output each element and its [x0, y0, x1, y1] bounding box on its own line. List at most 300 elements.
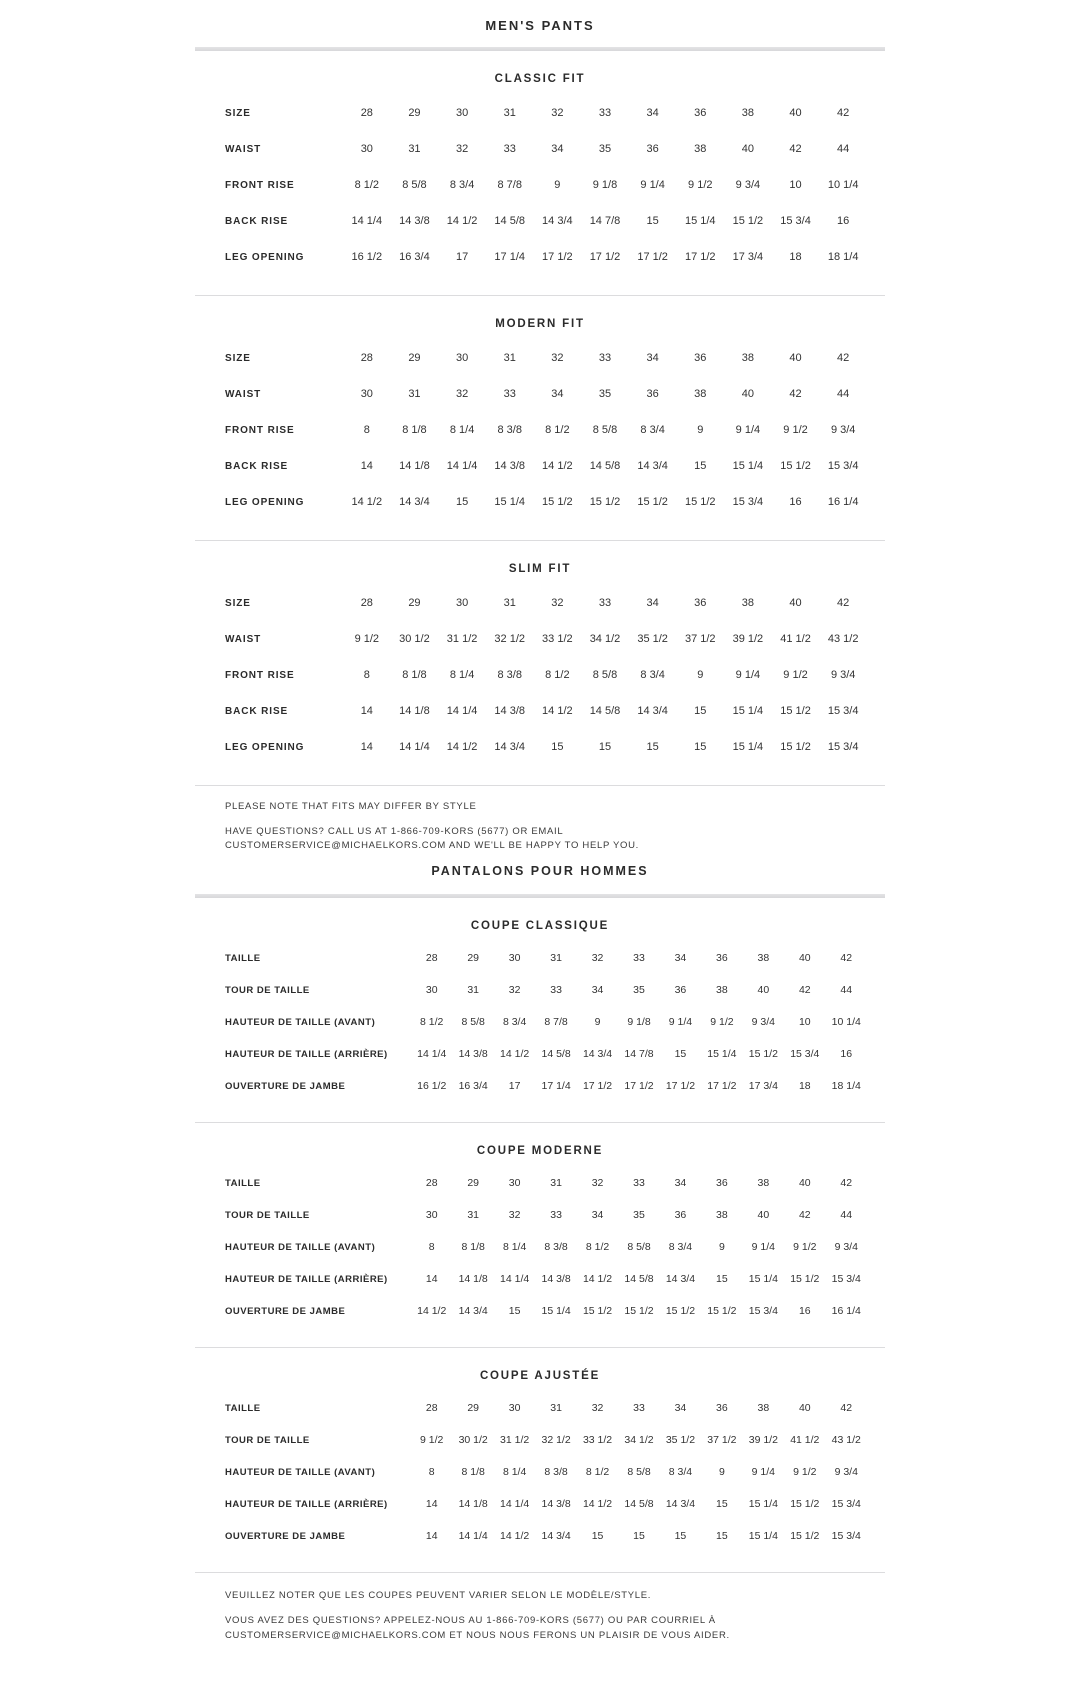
fit-note-fr: VEUILLEZ NOTER QUE LES COUPES PEUVENT VARIER SELON LE MODÈLE/STYLE.: [225, 1590, 652, 1602]
cell-value: 36: [646, 143, 659, 155]
cell-value: 29: [408, 597, 421, 609]
cell-value: 38: [757, 1177, 770, 1190]
cell-value: 15 1/4: [748, 1498, 778, 1511]
cell-value: 15: [694, 741, 707, 753]
cell-value: 14 3/4: [458, 1305, 488, 1318]
cell-value: 32 1/2: [541, 1434, 571, 1447]
cell-value: 17 1/2: [542, 251, 573, 263]
section-heading-coupe-classique: COUPE CLASSIQUE: [470, 920, 610, 933]
cell-value: 15 1/4: [732, 705, 764, 717]
cell-value: 40: [741, 388, 755, 400]
cell-value: 15: [508, 1305, 521, 1318]
cell-value: 28: [425, 1402, 438, 1415]
cell-value: 15 1/4: [748, 1273, 778, 1286]
cell-value: 14: [425, 1273, 438, 1286]
cell-value: 15: [598, 741, 612, 753]
cell-value: 15 1/2: [637, 496, 668, 508]
cell-value: 9 1/2: [710, 1016, 734, 1029]
cell-value: 10: [789, 179, 802, 191]
cell-value: 8 3/8: [544, 1241, 568, 1254]
cell-value: 41 1/2: [780, 633, 811, 645]
row-label: HAUTEUR DE TAILLE (AVANT): [225, 1016, 376, 1028]
cell-value: 14 3/8: [494, 460, 526, 472]
size-table-section-coupe-moderne: [195, 1145, 885, 1348]
cell-value: 34: [646, 352, 659, 364]
row-label: HAUTEUR DE TAILLE (ARRIÈRE): [225, 1048, 388, 1060]
cell-value: 31: [503, 597, 516, 609]
cell-value: 15 1/2: [582, 1305, 613, 1318]
cell-value: 43 1/2: [827, 633, 859, 645]
cell-value: 8 5/8: [627, 1466, 651, 1479]
cell-value: 8 1/2: [545, 424, 570, 436]
cell-value: 14 5/8: [589, 460, 621, 472]
cell-value: 14 1/4: [446, 460, 478, 472]
cell-value: 30: [360, 388, 373, 400]
cell-value: 14 1/8: [458, 1498, 488, 1511]
table-row: [225, 376, 867, 412]
cell-value: 14: [360, 705, 373, 717]
cell-value: 35: [633, 1209, 645, 1222]
row-label: LEG OPENING: [225, 251, 305, 263]
cell-value: 33 1/2: [582, 1434, 613, 1447]
cell-value: 15 3/4: [748, 1305, 778, 1318]
cell-value: 8 3/4: [502, 1016, 527, 1029]
cell-value: 15 1/2: [790, 1498, 820, 1511]
cell-value: 34: [591, 984, 604, 997]
cell-value: 37 1/2: [707, 1434, 737, 1447]
cell-value: 15 1/2: [707, 1305, 737, 1318]
cell-value: 31 1/2: [500, 1434, 530, 1447]
cell-value: 14 1/4: [500, 1498, 530, 1511]
cell-value: 14 3/8: [494, 705, 526, 717]
cell-value: 14 3/8: [541, 1498, 571, 1511]
cell-value: 14 1/2: [542, 460, 573, 472]
cell-value: 17 1/2: [707, 1080, 737, 1093]
cell-value: 42: [837, 352, 850, 364]
section-heading-coupe-moderne: COUPE MODERNE: [476, 1145, 604, 1158]
fit-note-en: PLEASE NOTE THAT FITS MAY DIFFER BY STYLE: [225, 801, 477, 812]
cell-value: 39 1/2: [748, 1434, 778, 1447]
cell-value: 15 1/2: [790, 1530, 820, 1543]
page-title-en: MEN'S PANTS: [485, 18, 595, 33]
cell-value: 9 3/4: [735, 179, 761, 191]
cell-value: 9: [718, 1241, 725, 1254]
row-label: HAUTEUR DE TAILLE (ARRIÈRE): [225, 1498, 388, 1510]
cell-value: 14 1/2: [446, 215, 478, 227]
cell-value: 14 1/8: [399, 460, 430, 472]
row-label: FRONT RISE: [225, 669, 295, 681]
cell-value: 15 3/4: [827, 741, 859, 753]
table-row: [225, 1456, 867, 1488]
cell-value: 40: [798, 1402, 811, 1415]
table-row: [225, 1488, 867, 1520]
cell-value: 28: [425, 952, 438, 965]
cell-value: 17 3/4: [732, 251, 764, 263]
cell-value: 15 3/4: [790, 1048, 820, 1061]
cell-value: 14 3/8: [458, 1048, 488, 1061]
section-heading-slim-fit: SLIM FIT: [508, 563, 572, 575]
cell-value: 14 3/4: [665, 1273, 696, 1286]
table-row: [225, 412, 867, 448]
cell-value: 8 1/2: [420, 1016, 444, 1029]
cell-value: 15: [716, 1498, 728, 1511]
cell-value: 14 3/4: [542, 215, 573, 227]
cell-value: 31: [408, 388, 421, 400]
cell-value: 36: [674, 984, 687, 997]
cell-value: 36: [646, 388, 659, 400]
cell-value: 14 1/2: [446, 741, 478, 753]
table-row: [225, 1070, 867, 1102]
table-row: [225, 1520, 867, 1552]
table-row: [225, 974, 867, 1006]
cell-value: 10 1/4: [827, 179, 859, 191]
cell-value: 17 1/2: [665, 1080, 696, 1093]
cell-value: 8 3/8: [497, 424, 522, 436]
cell-value: 15 3/4: [780, 215, 811, 227]
cell-value: 9 1/4: [668, 1016, 693, 1029]
cell-value: 15 1/4: [541, 1305, 571, 1318]
cell-value: 14 3/4: [399, 496, 430, 508]
cell-value: 14 1/4: [351, 215, 383, 227]
table-row: [225, 1295, 867, 1327]
size-guide-sheet: [195, 0, 885, 1693]
cell-value: 9 3/4: [830, 424, 856, 436]
cell-value: 30: [360, 143, 373, 155]
cell-value: 15: [551, 741, 564, 753]
cell-value: 14: [360, 460, 373, 472]
cell-value: 30 1/2: [399, 633, 430, 645]
cell-value: 8 1/4: [502, 1466, 527, 1479]
cell-value: 9 1/4: [751, 1241, 776, 1254]
cell-value: 8 5/8: [461, 1016, 485, 1029]
cell-value: 31: [550, 1177, 562, 1190]
cell-value: 42: [798, 984, 811, 997]
cell-value: 15 1/2: [665, 1305, 696, 1318]
cell-value: 14 1/2: [500, 1048, 530, 1061]
cell-value: 33 1/2: [542, 633, 573, 645]
divider-thick-top: [195, 47, 885, 51]
cell-value: 38: [694, 143, 707, 155]
cell-value: 33: [550, 984, 562, 997]
table-row: [225, 340, 867, 376]
row-label: OUVERTURE DE JAMBE: [225, 1080, 346, 1092]
cell-value: 40: [757, 1209, 770, 1222]
table-row: [225, 167, 867, 203]
table-row: [225, 657, 867, 693]
cell-value: 16: [798, 1305, 811, 1318]
cell-value: 18 1/4: [827, 251, 859, 263]
cell-value: 33: [633, 1177, 645, 1190]
cell-value: 8 5/8: [402, 179, 427, 191]
table-row: [225, 95, 867, 131]
cell-value: 15 1/2: [684, 496, 716, 508]
cell-value: 40: [741, 143, 755, 155]
cell-value: 30: [425, 1209, 438, 1222]
cell-value: 15: [646, 741, 659, 753]
cell-value: 38: [694, 388, 707, 400]
cell-value: 9 1/2: [783, 669, 808, 681]
cell-value: 8 1/2: [585, 1466, 610, 1479]
row-label: TOUR DE TAILLE: [225, 1209, 310, 1221]
cell-value: 14 1/2: [582, 1498, 613, 1511]
row-label: HAUTEUR DE TAILLE (AVANT): [225, 1466, 376, 1478]
cell-value: 32: [591, 1177, 604, 1190]
row-label: BACK RISE: [225, 705, 289, 717]
cell-value: 14 3/4: [541, 1530, 571, 1543]
cell-value: 34: [646, 107, 659, 119]
row-label: FRONT RISE: [225, 424, 295, 436]
row-label: WAIST: [225, 388, 262, 400]
row-label: OUVERTURE DE JAMBE: [225, 1530, 346, 1542]
size-table-section-classic-fit: [195, 73, 885, 296]
cell-value: 15 1/2: [542, 496, 573, 508]
cell-value: 8 3/8: [544, 1466, 568, 1479]
cell-value: 31 1/2: [446, 633, 478, 645]
cell-value: 17 1/2: [684, 251, 716, 263]
table-row: [225, 131, 867, 167]
cell-value: 15: [716, 1273, 728, 1286]
cell-value: 17 1/4: [494, 251, 526, 263]
cell-value: 8: [428, 1241, 435, 1254]
cell-value: 15 1/2: [790, 1273, 820, 1286]
cell-value: 38: [741, 597, 755, 609]
cell-value: 17 1/2: [637, 251, 668, 263]
cell-value: 34: [674, 952, 687, 965]
row-label: BACK RISE: [225, 215, 289, 227]
row-label: TAILLE: [225, 1177, 261, 1189]
table-row: [225, 1263, 867, 1295]
table-row: [225, 585, 867, 621]
cell-value: 14 1/4: [417, 1048, 447, 1061]
cell-value: 40: [789, 107, 802, 119]
cell-value: 16 1/4: [827, 496, 859, 508]
cell-value: 9 1/4: [735, 669, 761, 681]
cell-value: 14 3/4: [637, 705, 668, 717]
cell-value: 17 1/2: [624, 1080, 654, 1093]
cell-value: 16 1/2: [351, 251, 383, 263]
cell-value: 8 1/8: [461, 1466, 485, 1479]
table-row: [225, 621, 867, 657]
cell-value: 36: [716, 1402, 728, 1415]
cell-value: 34: [551, 388, 564, 400]
cell-value: 16 1/4: [831, 1305, 861, 1318]
cell-value: 17: [455, 251, 469, 263]
cell-value: 32: [455, 143, 469, 155]
cell-value: 9: [594, 1016, 601, 1029]
cell-value: 8 1/8: [402, 669, 427, 681]
cell-value: 9 1/2: [793, 1466, 817, 1479]
cell-value: 15 3/4: [732, 496, 764, 508]
cell-value: 14 3/8: [541, 1273, 571, 1286]
cell-value: 16 3/4: [399, 251, 430, 263]
notes-english: [195, 786, 885, 854]
size-table-slim-fit: [195, 585, 885, 765]
notes-french: [195, 1573, 885, 1693]
cell-value: 36: [674, 1209, 687, 1222]
cell-value: 32 1/2: [494, 633, 526, 645]
cell-value: 33: [598, 352, 612, 364]
row-label: TOUR DE TAILLE: [225, 984, 310, 996]
cell-value: 14 1/8: [458, 1273, 488, 1286]
cell-value: 8 3/4: [449, 179, 475, 191]
cell-value: 15: [646, 215, 659, 227]
cell-value: 15 1/4: [494, 496, 526, 508]
cell-value: 34: [646, 597, 659, 609]
cell-value: 14 5/8: [624, 1273, 654, 1286]
cell-value: 32: [591, 952, 604, 965]
section-heading-classic-fit: CLASSIC FIT: [494, 73, 586, 85]
cell-value: 34 1/2: [589, 633, 621, 645]
cell-value: 35: [633, 984, 645, 997]
row-label: WAIST: [225, 633, 262, 645]
table-row: [225, 203, 867, 239]
cell-value: 44: [840, 1209, 853, 1222]
cell-value: 40: [789, 597, 802, 609]
row-label: LEG OPENING: [225, 496, 305, 508]
table-row: [225, 942, 867, 974]
cell-value: 15 1/2: [624, 1305, 654, 1318]
cell-value: 14 1/2: [542, 705, 573, 717]
row-label: WAIST: [225, 143, 262, 155]
cell-value: 15 1/2: [732, 215, 764, 227]
cell-value: 40: [789, 352, 802, 364]
cell-value: 41 1/2: [790, 1434, 820, 1447]
cell-value: 35 1/2: [665, 1434, 696, 1447]
table-row: [225, 1392, 867, 1424]
cell-value: 36: [716, 1177, 728, 1190]
table-row: [225, 1199, 867, 1231]
cell-value: 36: [694, 597, 707, 609]
cell-value: 15 1/2: [589, 496, 621, 508]
table-row: [225, 484, 867, 520]
cell-value: 9 3/4: [830, 669, 856, 681]
cell-value: 42: [840, 1177, 853, 1190]
cell-value: 15 3/4: [831, 1273, 861, 1286]
cell-value: 14 1/2: [582, 1273, 613, 1286]
cell-value: 8 3/4: [668, 1241, 693, 1254]
cell-value: 9: [697, 424, 704, 436]
cell-value: 33: [503, 143, 516, 155]
cell-value: 34: [674, 1177, 687, 1190]
cell-value: 44: [840, 984, 853, 997]
cell-value: 38: [757, 1402, 770, 1415]
cell-value: 31: [467, 1209, 480, 1222]
cell-value: 33: [633, 952, 645, 965]
cell-value: 18: [789, 251, 802, 263]
row-label: HAUTEUR DE TAILLE (ARRIÈRE): [225, 1273, 388, 1285]
cell-value: 8 7/8: [544, 1016, 568, 1029]
cell-value: 8 1/8: [461, 1241, 485, 1254]
size-table-classic-fit: [195, 95, 885, 275]
cell-value: 28: [360, 352, 373, 364]
cell-value: 32: [508, 984, 521, 997]
cell-value: 15: [674, 1048, 687, 1061]
cell-value: 8 1/8: [402, 424, 427, 436]
cell-value: 15 1/4: [732, 741, 764, 753]
cell-value: 31: [503, 352, 516, 364]
table-row: [225, 1006, 867, 1038]
cell-value: 15: [455, 496, 469, 508]
cell-value: 15 1/2: [780, 705, 811, 717]
row-label: TOUR DE TAILLE: [225, 1434, 310, 1446]
cell-value: 8 5/8: [592, 424, 618, 436]
cell-value: 9 1/4: [735, 424, 761, 436]
cell-value: 15 1/4: [684, 215, 716, 227]
cell-value: 29: [467, 1177, 480, 1190]
cell-value: 32: [455, 388, 469, 400]
cell-value: 8 1/4: [502, 1241, 527, 1254]
cell-value: 31: [550, 1402, 562, 1415]
row-label: TAILLE: [225, 952, 261, 964]
cell-value: 33: [633, 1402, 645, 1415]
cell-value: 8: [363, 424, 370, 436]
cell-value: 8 1/2: [545, 669, 570, 681]
cell-value: 31: [467, 984, 480, 997]
cell-value: 15: [716, 1530, 728, 1543]
cell-value: 8 1/4: [449, 669, 475, 681]
cell-value: 28: [360, 597, 373, 609]
cell-value: 30: [455, 107, 469, 119]
cell-value: 14 3/4: [582, 1048, 613, 1061]
size-table-section-coupe-classique: [195, 920, 885, 1123]
row-label: SIZE: [225, 107, 251, 119]
divider-thick-french: [195, 894, 885, 898]
table-row: [225, 448, 867, 484]
cell-value: 42: [837, 107, 850, 119]
cell-value: 14 5/8: [494, 215, 526, 227]
cell-value: 33: [598, 107, 612, 119]
cell-value: 37 1/2: [684, 633, 716, 645]
cell-value: 14 1/2: [500, 1530, 530, 1543]
cell-value: 14 7/8: [589, 215, 621, 227]
cell-value: 15: [591, 1530, 604, 1543]
cell-value: 8 5/8: [592, 669, 618, 681]
cell-value: 8 1/2: [585, 1241, 610, 1254]
row-label: FRONT RISE: [225, 179, 295, 191]
cell-value: 8 3/4: [640, 424, 665, 436]
cell-value: 44: [837, 388, 850, 400]
cell-value: 16: [789, 496, 802, 508]
cell-value: 30: [425, 984, 438, 997]
cell-value: 32: [551, 352, 564, 364]
cell-value: 29: [467, 952, 480, 965]
size-table-coupe-ajustee: [195, 1392, 885, 1552]
table-row: [225, 239, 867, 275]
cell-value: 14 5/8: [624, 1498, 654, 1511]
cell-value: 17: [508, 1080, 521, 1093]
cell-value: 8 5/8: [627, 1241, 651, 1254]
cell-value: 8 1/2: [354, 179, 380, 191]
cell-value: 8 3/4: [640, 669, 665, 681]
cell-value: 14 3/4: [665, 1498, 696, 1511]
cell-value: 9 3/4: [751, 1016, 776, 1029]
contact-note-fr: VOUS AVEZ DES QUESTIONS? APPELEZ-NOUS AU 1-866-709-KORS (5677) OU PAR COURRIEL À CUSTOMERSERVICE@MICHAELKORS.COM ET NOUS NOUS FERONS UN PLAISIR DE VOUS AIDER.: [225, 1614, 730, 1641]
cell-value: 32: [508, 1209, 521, 1222]
cell-value: 15 1/2: [748, 1048, 778, 1061]
cell-value: 31: [408, 143, 421, 155]
cell-value: 10: [798, 1016, 811, 1029]
cell-value: 34: [674, 1402, 687, 1415]
cell-value: 15 1/4: [707, 1048, 737, 1061]
cell-value: 15 1/4: [748, 1530, 778, 1543]
cell-value: 9 1/8: [592, 179, 618, 191]
cell-value: 14 1/4: [399, 741, 430, 753]
cell-value: 9 1/2: [793, 1241, 817, 1254]
cell-value: 15 1/2: [780, 741, 811, 753]
cell-value: 14 5/8: [589, 705, 621, 717]
cell-value: 38: [741, 107, 755, 119]
cell-value: 10 1/4: [831, 1016, 861, 1029]
